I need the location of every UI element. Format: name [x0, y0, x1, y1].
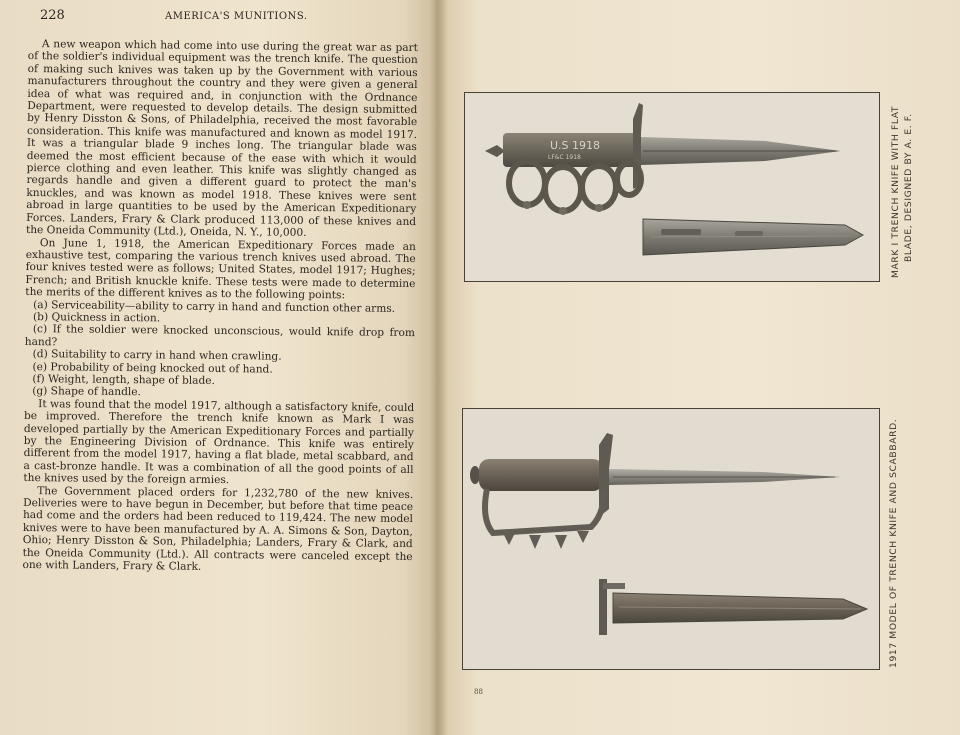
left-page — [0, 0, 438, 735]
photo-mark-i-knife — [464, 92, 880, 282]
list-item: (g) Shape of handle. — [32, 385, 142, 399]
paragraph: On June 1, 1918, the American Expeditionary Forces made an exhaustive test, comparing the various trench knives used abroad. The four knives tested were as follows; United States, model 1917; Hughes; French; and British knuckle knife. These tests were made to determine the merits of the different knives as to the following points: — [25, 236, 416, 302]
model-1917-knife-illustration — [463, 409, 879, 669]
paragraph: The Government placed orders for 1,232,780 of the new knives. Deliveries were to have begun in December, but before that time peace had come and the orders had been reduced to 119,424. The new model knives were to have been manufactured by A. A. Simons & Son, Dayton, Ohio; Henry Disston & Son, Philadelphia; Landers, Frary & Clark, and the Oneida Community (Ltd.). All contracts were canceled except the one with Landers, Frary & Clark. — [22, 484, 414, 573]
paragraph: It was found that the model 1917, although a satisfactory knife, could be improved. Therefore the trench knife known as Mark I was developed partially by the American Expeditionary Forces and partially by the Engineering Division of Ordnance. This knife was entirely different from the model 1917, having a flat blade, metal scabbard, and a cast-bronze handle. It was a combination of all the good points of all the knives used by the foreign armies. — [23, 397, 415, 487]
list-item: (d) Suitability to carry in hand when crawling. — [32, 348, 282, 363]
stamp-text: LF&C 1918 — [548, 154, 581, 161]
plate-reference: 88 — [474, 688, 483, 696]
running-head: AMERICA'S MUNITIONS. — [165, 11, 308, 22]
mark-i-knife-illustration — [465, 93, 879, 281]
list-item: (e) Probability of being knocked out of hand. — [32, 360, 273, 376]
book-gutter — [430, 0, 448, 735]
page-number: 228 — [40, 8, 65, 23]
list-item: (f) Weight, length, shape of blade. — [32, 373, 215, 387]
list-item: (c) If the soldier were knocked unconscious, would knife drop from hand? — [24, 323, 415, 349]
paragraph: A new weapon which had come into use during the great war as part of the soldier's individual equipment was the trench knife. The question of making such knives was taken up by the Government with various manufacturers throughout the country and they were given a general idea of what was required and, in conjunction with the Ordnance Department, were requested to develop details. The design submitted by Henry Disston & Sons, of Philadelphia, received the most favorable consideration. This knife was manufactured and known as model 1917. It was a triangular blade 9 inches long. The triangular blade was deemed the most efficient because of the ease with which it would pierce clothing and even leather. This knife was slightly changed as regards handle and given a different guard to protect the man's knuckles, and was known as model 1918. These knives were sent abroad in large quantities to be used by the American Expeditionary Forces. Landers, Frary & Clark produced 113,000 of these knives and the Oneida Community (Ltd.), Oneida, N. Y., 10,000. — [25, 38, 418, 240]
caption-mark-i: BLADE, DESIGNED BY A. E. F. — [903, 113, 914, 262]
photo-1917-knife — [462, 408, 880, 670]
list-item: (b) Quickness in action. — [33, 311, 161, 325]
stamp-text: U.S 1918 — [550, 139, 601, 152]
list-item: (a) Serviceability—ability to carry in hand and function other arms. — [33, 298, 396, 315]
caption-1917-model: 1917 MODEL OF TRENCH KNIFE AND SCABBARD. — [888, 418, 899, 668]
caption-mark-i: MARK I TRENCH KNIFE WITH FLAT — [890, 105, 901, 278]
body-text — [22, 38, 418, 576]
